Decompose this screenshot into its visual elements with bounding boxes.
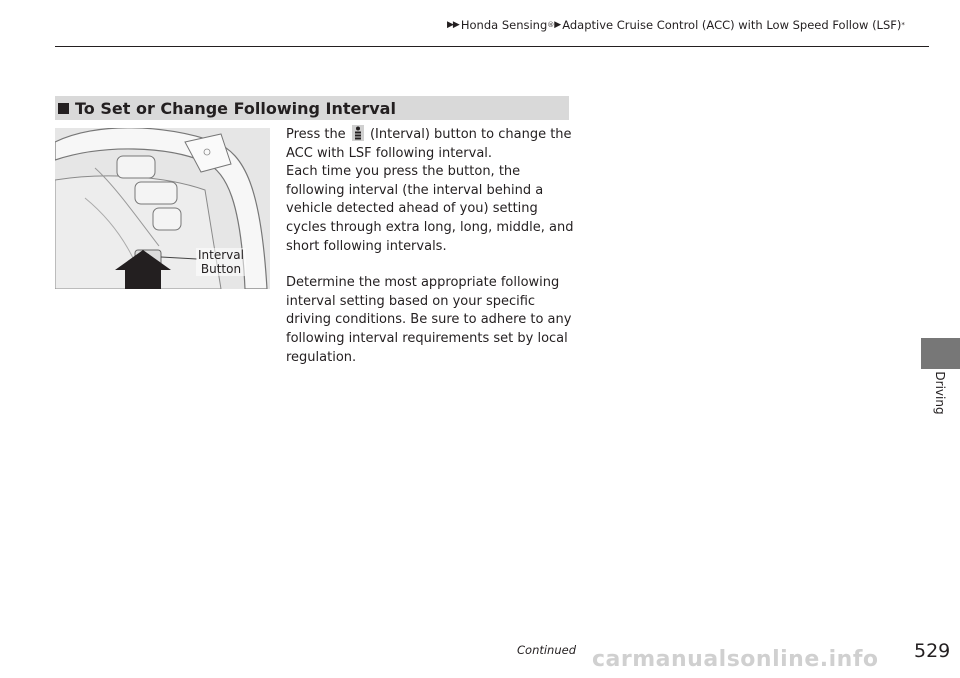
interval-icon-svg — [352, 125, 364, 141]
breadcrumb-arrow-icon: ▶ — [554, 20, 561, 30]
chapter-tab — [921, 338, 960, 369]
breadcrumb-acc-lsf: Adaptive Cruise Control (ACC) with Low Speed Follow (LSF) — [562, 18, 902, 32]
interval-button-callout — [196, 248, 246, 276]
body-text — [286, 125, 576, 367]
continued-label: Continued — [517, 643, 577, 657]
section-title: To Set or Change Following Interval — [75, 98, 396, 118]
callout-line-2: Button — [200, 262, 242, 276]
section-square-icon — [58, 103, 69, 114]
page-number: 529 — [914, 640, 951, 662]
interval-icon — [352, 125, 364, 141]
breadcrumb — [447, 18, 905, 32]
breadcrumb-honda-sensing: Honda Sensing — [460, 18, 548, 32]
section-heading — [55, 96, 569, 120]
chapter-label: Driving — [933, 371, 947, 415]
paragraph-1-lead: Press the — [286, 127, 346, 142]
paragraph-2: Each time you press the button, the following interval (the interval behind a vehicle detected ahead of you) setting cycles through extra long, long, middle, and short following intervals. — [286, 164, 574, 254]
watermark: carmanualsonline.info — [592, 647, 879, 672]
registered-mark: ® — [547, 21, 555, 29]
paragraph-3: Determine the most appropriate following interval setting based on your specific driving conditions. Be sure to adhere to any following interval requirements set by local regulation. — [286, 275, 572, 365]
callout-line-1: Interval — [198, 248, 244, 262]
paragraph-1 — [286, 125, 576, 163]
header-rule — [55, 46, 929, 47]
paragraph-1-rest: (Interval) button to change the ACC with LSF following interval. — [286, 127, 572, 161]
breadcrumb-arrow-icon: ▶▶ — [447, 20, 459, 30]
asterisk-mark: * — [901, 21, 905, 29]
